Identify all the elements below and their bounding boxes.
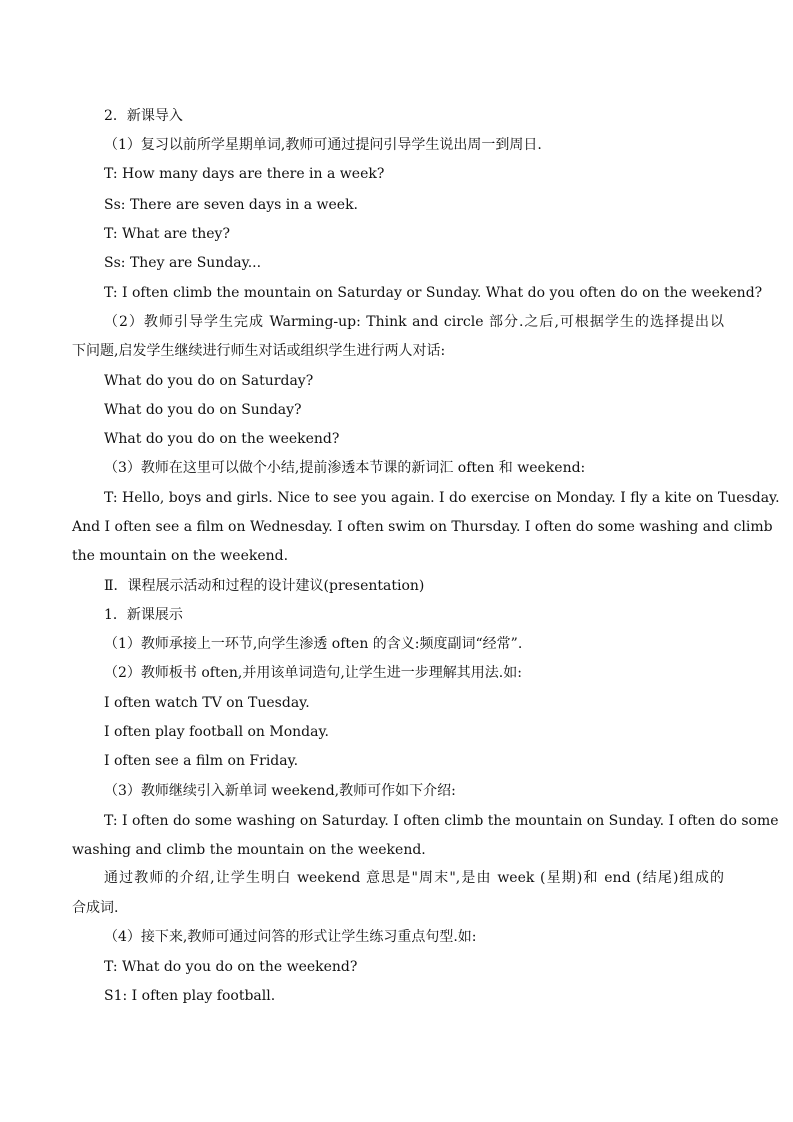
example-sentence: I often watch TV on Tuesday. — [104, 695, 310, 711]
paragraph-step-4: （4）接下来,教师可通过问答的形式让学生练习重点句型.如: — [104, 929, 477, 945]
dialogue-paragraph-line: the mountain on the weekend. — [72, 548, 289, 564]
section-heading-presentation: Ⅱ．课程展示活动和过程的设计建议(presentation) — [104, 578, 425, 594]
dialogue-line: T: How many days are there in a week? — [104, 166, 385, 182]
dialogue-line: Ss: There are seven days in a week. — [104, 197, 358, 213]
section-heading-new-lesson-display: 1．新课展示 — [104, 607, 183, 623]
dialogue-line: Ss: They are Sunday... — [104, 255, 262, 271]
explanation-paragraph-continued: 合成词. — [72, 900, 119, 916]
example-question: What do you do on the weekend? — [104, 431, 340, 447]
paragraph-step-2: （2）教师引导学生完成 Warming-up: Think and circle 部分.之后,可根据学生的选择提出以 — [104, 314, 724, 330]
example-sentence: I often play football on Monday. — [104, 724, 329, 740]
example-question: What do you do on Saturday? — [104, 373, 314, 389]
paragraph-step-2: （2）教师板书 often,并用该单词造句,让学生进一步理解其用法.如: — [104, 665, 522, 681]
dialogue-line: S1: I often play football. — [104, 988, 276, 1004]
paragraph-step-1: （1）复习以前所学星期单词,教师可通过提问引导学生说出周一到周日. — [104, 137, 542, 153]
section-heading-new-lesson-intro: 2．新课导入 — [104, 108, 183, 124]
dialogue-line: T: What do you do on the weekend? — [104, 959, 358, 975]
paragraph-step-1: （1）教师承接上一环节,向学生渗透 often 的含义:频度副词“经常”. — [104, 636, 523, 652]
example-question: What do you do on Sunday? — [104, 402, 302, 418]
dialogue-paragraph-line: T: I often do some washing on Saturday. I often climb the mountain on Sunday. I often do some — [104, 813, 779, 829]
explanation-paragraph: 通过教师的介绍,让学生明白 weekend 意思是"周末",是由 week (星期)和 end (结尾)组成的 — [104, 870, 724, 886]
dialogue-paragraph-line: And I often see a film on Wednesday. I often swim on Thursday. I often do some washing and climb — [72, 519, 773, 535]
paragraph-step-3: （3）教师在这里可以做个小结,提前渗透本节课的新词汇 often 和 weekend: — [104, 460, 586, 476]
dialogue-line: T: I often climb the mountain on Saturday or Sunday. What do you often do on the weekend? — [104, 285, 763, 301]
dialogue-paragraph-line: washing and climb the mountain on the weekend. — [72, 842, 426, 858]
paragraph-step-3: （3）教师继续引入新单词 weekend,教师可作如下介绍: — [104, 783, 456, 799]
example-sentence: I often see a film on Friday. — [104, 753, 299, 769]
paragraph-step-2-continued: 下问题,启发学生继续进行师生对话或组织学生进行两人对话: — [72, 343, 446, 359]
dialogue-paragraph-line: T: Hello, boys and girls. Nice to see you again. I do exercise on Monday. I fly a kite on Tuesday. — [104, 490, 780, 506]
dialogue-line: T: What are they? — [104, 226, 230, 242]
